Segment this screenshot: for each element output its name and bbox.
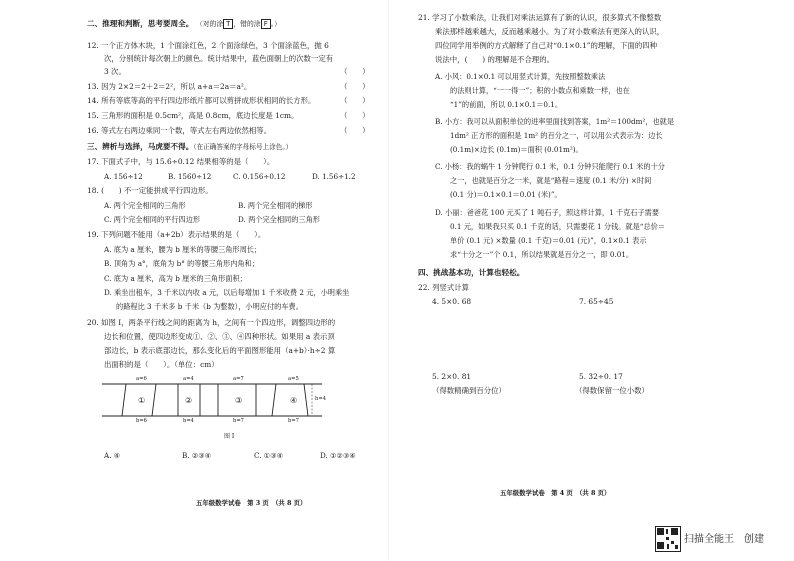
- q21-line1: 21. 学习了小数乘法，让我们对乘法运算有了新的认识，很多算式不像整数: [418, 13, 662, 22]
- q18-option-c[interactable]: C. 两个完全相同的平行四边形: [104, 215, 201, 224]
- q12-answer-paren[interactable]: （ ）: [340, 67, 370, 76]
- right-page: [398, 0, 794, 561]
- q19-option-d-line1[interactable]: D. 乘坐出租车，3 千米以内收 a 元，以后每增加 1 千米收费 2 元，小明乘坐: [104, 288, 350, 297]
- section3-heading: [87, 142, 292, 152]
- false-mark-box: F: [261, 19, 271, 29]
- section2-heading: [87, 19, 281, 29]
- q16-answer-paren[interactable]: （ ）: [340, 126, 370, 135]
- q21-option-d-line2: 0.1 元，如果我只买 0.1 千克的话，只需要花 1 分钱。就是“总价＝: [450, 222, 666, 231]
- q20-line3: 部边长，b 表示底部边长，那么变化后的平面图形能用（a+b）·h÷2 算: [104, 346, 336, 355]
- calc-3-note: （得数精确到百分位）: [432, 386, 506, 395]
- q20-line1: 20. 如图 I，两条平行线之间的距离为 h，之间有一个四边形，调整四边形的: [87, 318, 336, 327]
- q21-option-b-line1[interactable]: B. 小方：我可以从面积单位的进率里面找到答案，1m²＝100dm²，也就是: [435, 117, 675, 126]
- q15-text: 15. 三角形的面积是 0.5cm²，高是 0.8cm，底边长度是 1cm。: [87, 111, 299, 120]
- q13-answer-paren[interactable]: （ ）: [340, 82, 370, 91]
- fig-shape-4-label: ④: [290, 396, 298, 405]
- fig-shape-1-top: a=6: [136, 376, 147, 382]
- q18-option-b[interactable]: B. 两个完全相同的梯形: [238, 201, 313, 210]
- q13-text: 13. 因为 2×2＝2＋2＝2²，所以 a+a＝2a＝a²。: [87, 82, 252, 91]
- fig-shape-4-top: a=5: [288, 376, 299, 382]
- fig-shape-2-top: a=4: [183, 376, 194, 382]
- q14-text: 14. 所有等底等高的平行四边形纸片都可以剪拼成形状相同的长方形。: [87, 96, 316, 105]
- q20-option-b[interactable]: B. ②③④: [182, 451, 212, 460]
- right-page-footer: 五年级数学试卷 第 4 页 （共 8 页）: [500, 489, 611, 497]
- q12-line1: 12. 一个正方体木块，1 个面涂红色，2 个面涂绿色，3 个面涂蓝色，抛 6: [87, 41, 329, 50]
- fig-shape-4-bottom: b=7: [288, 418, 299, 424]
- q21-option-a-line1[interactable]: A. 小风：0.1×0.1 可以用竖式计算，先按照整数乘法: [435, 72, 606, 81]
- fig-shape-1-label: ①: [138, 396, 146, 405]
- figure-caption: 图 I: [224, 433, 235, 440]
- q15-answer-paren[interactable]: （ ）: [340, 111, 370, 120]
- fig-shape-1-bottom: b=6: [136, 418, 147, 424]
- fig-shape-2-label: ②: [185, 396, 193, 405]
- scanner-brand-text: 扫描全能王 创建: [684, 534, 764, 545]
- fig-shape-3-top: a=7: [233, 376, 244, 382]
- fig-shape-3-bottom: b=7: [233, 418, 244, 424]
- q21-option-c-line1[interactable]: C. 小杨：我的蜗牛 1 分钟爬行 0.1 米，0.1 分钟只能爬行 0.1 米的十分: [435, 162, 665, 171]
- q17-option-a[interactable]: A. 156÷12: [104, 172, 143, 181]
- q21-option-d-line1[interactable]: D. 小丽：爸爸花 100 元买了 1 吨石子，照这样计算，1 千克石子需要: [435, 208, 660, 217]
- q21-option-b-line2: 1dm² 正方形的面积是 1m² 的百分之一，可以用公式表示为：边长: [450, 131, 663, 140]
- q20-option-d[interactable]: D. ①②③④: [320, 451, 356, 460]
- q17-option-b[interactable]: B. 1560÷12: [168, 172, 212, 181]
- q21-line4: 说法中，( ) 的理解是不合理的。: [435, 55, 554, 64]
- q18-text: 18. ( ) 不一定能拼成平行四边形。: [87, 186, 213, 195]
- q21-option-a-line2: 的法则计算，“一一得一”；积的小数点和乘数一样，也在: [450, 86, 630, 95]
- q17-option-d[interactable]: D. 1.56÷1.2: [312, 172, 356, 181]
- q21-line2: 乘法那样越乘越大，反而越乘越小。为了对小数乘法有更深入的认识，: [435, 27, 665, 36]
- qr-code-icon: [655, 526, 681, 552]
- q12-line2: 次，分别统计每次朝上的颜色。统计结果中，蓝色面朝上的次数一定有: [104, 54, 334, 63]
- section3-title: 三、辨析与选择，马虎要不得。: [87, 142, 194, 151]
- fig-height-label: h=4: [315, 396, 326, 402]
- q20-option-a[interactable]: A. ④: [104, 451, 121, 460]
- section4-title: 四、挑战基本功，计算也轻松。: [418, 268, 525, 277]
- q21-option-d-line3: 单价 (0.1 元) ×数量 (0.1 千克)＝0.01 (元)”，0.1×0.1 表示: [450, 236, 647, 245]
- q21-option-c-line3: (0.1 分)＝0.1×0.1＝0.01 (米)”。: [450, 190, 562, 199]
- q21-option-c-line2: 之一，也就是百分之一米，就是“路程＝速度 (0.1 米/分) ×时间: [450, 176, 652, 185]
- section3-hint: （在正确答案的字母标号上涂色。）: [193, 143, 293, 151]
- section2-hint-suffix: 。）: [270, 20, 281, 28]
- q19-option-a[interactable]: A. 底为 a 厘米，腰为 b 厘米的等腰三角形周长；: [104, 245, 262, 254]
- left-page-footer: 五年级数学试卷 第 3 页 （共 8 页）: [196, 499, 307, 507]
- q20-line4: 出面积的是（ ）。（单位：cm）: [104, 360, 219, 369]
- q17-option-c[interactable]: C. 0.156÷0.12: [233, 172, 286, 181]
- section2-hint-mid: ，错的涂: [233, 20, 261, 28]
- section2-title: 二、推理和判断，思考要周全。: [87, 19, 194, 28]
- q21-option-a-line3: “1”的前面，所以 0.1×0.1＝0.1。: [450, 100, 563, 109]
- calc-2: 7. 65÷45: [579, 297, 614, 306]
- calc-4-note: （得数保留一位小数）: [575, 386, 649, 395]
- fig-shape-2-bottom: b=4: [183, 418, 194, 424]
- q21-option-b-line3: (0.1m)×边长 (0.1m)＝面积 (0.01m²)。: [450, 145, 583, 154]
- true-mark-box: T: [223, 19, 233, 29]
- calc-1: 4. 5×0. 68: [432, 297, 472, 306]
- q19-option-c[interactable]: C. 底为 a 厘米，高为 b 厘米的三角形面积；: [104, 274, 247, 283]
- calc-3: 5. 2×0. 81: [432, 372, 472, 381]
- q18-option-a[interactable]: A. 两个完全相同的三角形: [104, 201, 186, 210]
- q18-option-d[interactable]: D. 两个完全相同的三角形: [238, 215, 320, 224]
- q14-answer-paren[interactable]: （ ）: [340, 96, 370, 105]
- q19-option-b[interactable]: B. 顶角为 a°，底角为 b° 的等腰三角形内角和；: [104, 259, 259, 268]
- q19-text: 19. 下列问题不能用（a+2b）表示结果的是（ ）。: [87, 230, 266, 239]
- fig-shape-3-label: ③: [235, 396, 243, 405]
- q20-option-c[interactable]: C. ①③④: [254, 451, 284, 460]
- section2-hint-prefix: （对的涂: [195, 20, 224, 28]
- q22-title: 22. 列竖式计算: [418, 283, 470, 292]
- q17-text: 17. 下面式子中，与 15.6÷0.12 结果相等的是（ ）。: [87, 157, 275, 166]
- q20-line2: 边长和位置，使四边形变成①、②、③、④四种形状。如果用 a 表示顶: [104, 332, 335, 341]
- calc-4: 5. 32÷0. 17: [579, 372, 623, 381]
- q16-text: 16. 等式左右两边乘同一个数，等式左右两边依然相等。: [87, 126, 272, 135]
- q21-line3: 四位同学用举例的方式解释了自己对“0.1×0.1”的理解，下面的四种: [435, 41, 658, 50]
- q21-option-d-line4: 求“十分之一”个 0.1，所以结果就是百分之一，即 0.01。: [450, 250, 634, 259]
- q12-line3: 3 次。: [104, 67, 126, 76]
- q19-option-d-line2: 的路程比 3 千米多 b 千米（b 为整数），小明应付的车费。: [116, 302, 303, 311]
